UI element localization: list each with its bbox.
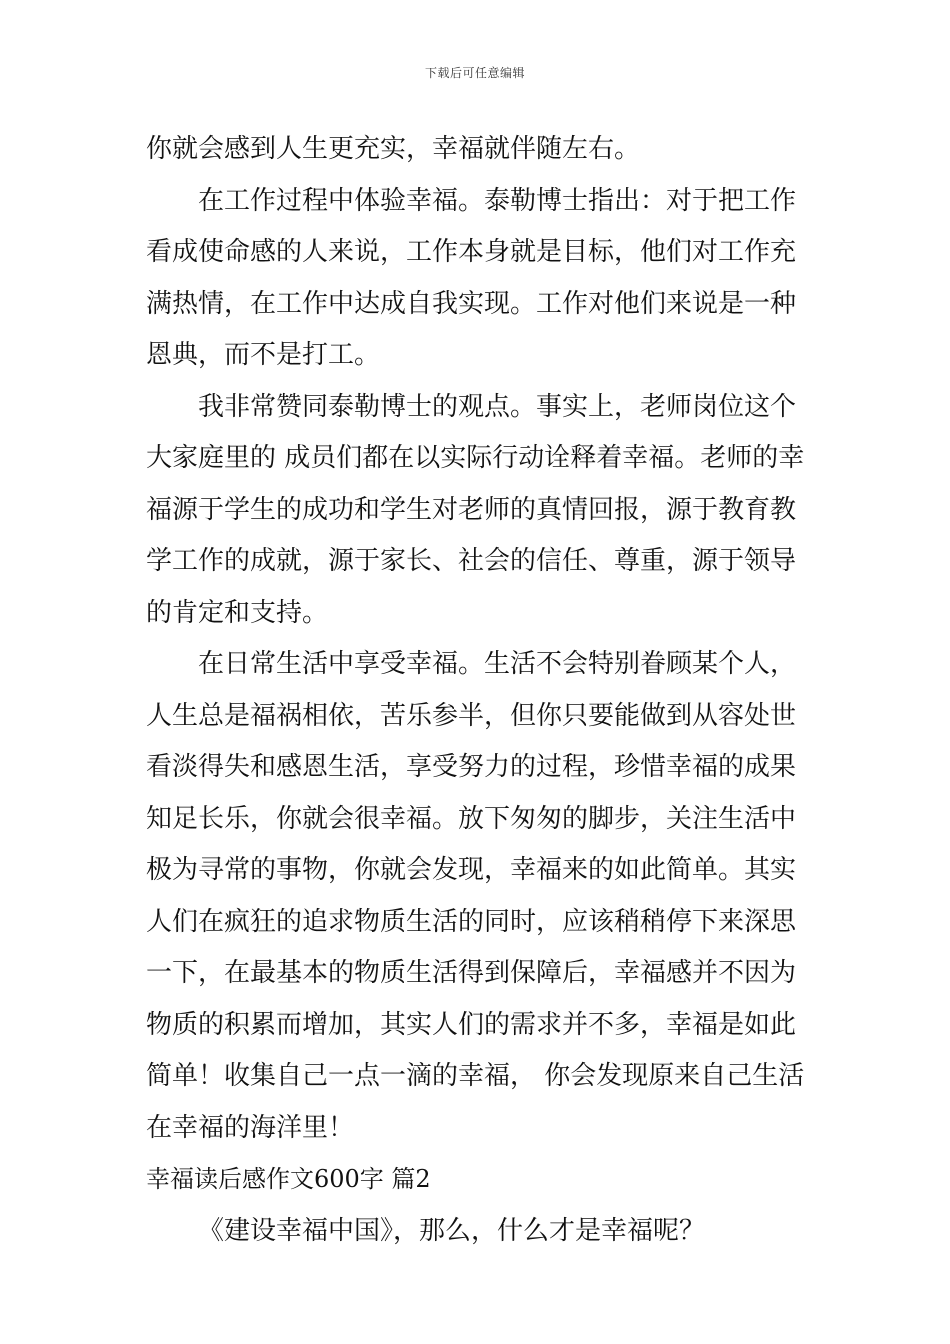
text-line: 学工作的成就，源于家长、社会的信任、尊重，源于领导 [146,546,797,576]
page-header: 下载后可任意编辑 [424,66,525,80]
text-line: 在工作过程中体验幸福。泰勒博士指出：对于把工作 [198,185,797,216]
text-line: 看成使命感的人来说，工作本身就是目标，他们对工作充 [146,237,797,267]
text-line: 大家庭里的 成员们都在以实际行动诠释着幸福。老师的幸 [146,443,805,473]
text-line: 一下，在最基本的物质生活得到保障后，幸福感并不因为 [146,958,797,988]
text-line: 在日常生活中享受幸福。生活不会特别眷顾某个人， [198,649,797,679]
text-line: 福源于学生的成功和学生对老师的真情回报，源于教育教 [146,494,797,525]
text-line: 看淡得失和感恩生活，享受努力的过程，珍惜幸福的成果 [146,752,797,782]
text-line: 在幸福的海洋里！ [146,1112,355,1143]
text-line: 极为寻常的事物，你就会发现，幸福来的如此简单。其实 [146,855,797,885]
text-line: 你就会感到人生更充实，幸福就伴随左右。 [146,134,641,164]
text-line: 物质的积累而增加，其实人们的需求并不多，幸福是如此 [146,1009,797,1040]
text-line: 我非常赞同泰勒博士的观点。事实上，老师岗位这个 [198,391,797,422]
section-heading: 幸福读后感作文600字 篇2 [146,1165,431,1193]
text-line: 人们在疯狂的追求物质生活的同时，应该稍稍停下来深思 [146,906,797,937]
text-line: 简单！收集自己一点一滴的幸福， 你会发现原来自己生活 [146,1061,805,1091]
text-line: 的肯定和支持。 [146,597,329,628]
text-line: 满热情，在工作中达成自我实现。工作对他们来说是一种 [146,288,797,319]
text-line: 人生总是福祸相依，苦乐参半，但你只要能做到从容处世 [146,700,797,731]
text-line: 恩典，而不是打工。 [146,340,381,370]
section-first-line: 《建设幸福中国》，那么，什么才是幸福呢？ [198,1215,706,1246]
text-line: 知足长乐，你就会很幸福。放下匆匆的脚步，关注生活中 [146,803,797,834]
document-body [146,124,810,1257]
